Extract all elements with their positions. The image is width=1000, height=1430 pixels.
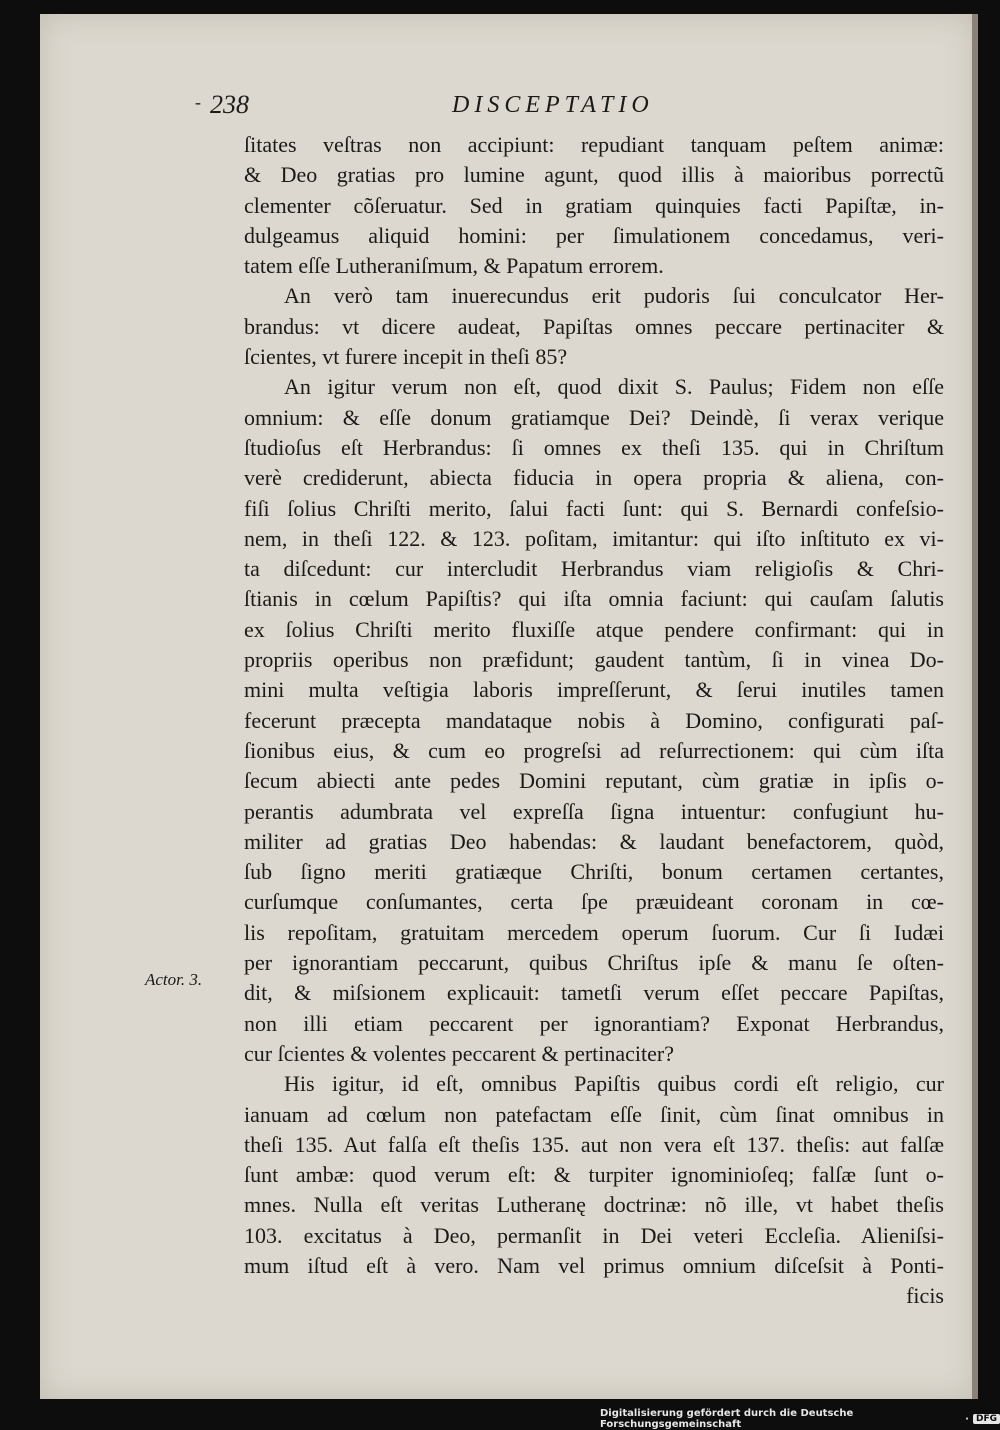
text-line: perantis adumbrata vel expreſſa ſigna intuentur: confugiunt hu-: [244, 798, 944, 824]
text-line: ex ſolius Chriſti merito fluxiſſe atque pendere confirmant: qui in: [244, 616, 944, 642]
text-line: An verò tam inuerecundus erit pudoris ſui conculcator Her-: [284, 283, 944, 309]
text-line: dulgeamus aliquid homini: per ſimulationem concedamus, veri-: [244, 222, 944, 248]
text-line: 103. excitatus à Deo, permanſit in Dei veteri Eccleſia. Alieniſsi-: [244, 1222, 944, 1248]
text-line: fiſi ſolius Chriſti merito, ſalui facti ſunt: qui S. Bernardi confeſsio-: [244, 495, 944, 521]
text-line: lis repoſitam, gratuitam mercedem operum ſuorum. Cur ſi Iudæi: [244, 919, 944, 945]
text-line: & Deo gratias pro lumine agunt, quod illis à maioribus porrectũ: [244, 162, 944, 188]
page-number: 238: [210, 90, 249, 119]
text-line: theſi 135. Aut falſa eſt theſis 135. aut non vera eſt 137. theſis: aut falſæ: [244, 1131, 944, 1157]
text-line: ſitates veſtras non accipiunt: repudiant tanquam peſtem animæ:: [244, 132, 944, 157]
page-edge: [972, 14, 978, 1399]
text-line: curſumque conſumantes, certa ſpe præuideant coronam in cœ-: [244, 889, 944, 915]
margin-note: Actor. 3.: [145, 970, 203, 989]
text-line: ta diſcedunt: cur intercludit Herbrandus viam religioſis & Chri-: [244, 556, 944, 582]
text-line: verè crediderunt, abiecta fiducia in opera propria & aliena, con-: [244, 465, 944, 491]
footer-text: Digitalisierung gefördert durch die Deutsche Forschungsgemeinschaft: [600, 1408, 854, 1430]
text-line: militer ad gratias Deo habendas: & laudant benefactorem, quòd,: [244, 828, 944, 854]
text-line: mum iſtud eſt à vero. Nam vel primus omnium diſceſsit à Ponti-: [244, 1252, 944, 1278]
text-line: mini multa veſtigia laboris impreſſerunt, & ſerui inutiles tamen: [244, 677, 944, 703]
dfg-logo: DFG: [973, 1414, 1000, 1424]
text-line: ſtudioſus eſt Herbrandus: ſi omnes ex theſi 135. qui in Chriſtum: [244, 434, 944, 460]
text-line: ſionibus eius, & cum eo progreſsi ad reſurrectionem: qui cùm iſta: [244, 737, 944, 763]
footer: Digitalisierung gefördert durch die Deutsche Forschungsgemeinschaft · DFG: [600, 1408, 1000, 1430]
text-line: ſub ſigno meriti gratiæque Chriſti, bonum certamen certantes,: [244, 859, 944, 885]
text-line: tatem eſſe Lutheraniſmum, & Papatum errorem.: [244, 253, 664, 279]
catchword: ficis: [906, 1283, 944, 1309]
running-title: DISCEPTATIO: [452, 92, 654, 118]
text-line: nem, in theſi 122. & 123. poſitam, imitantur: qui iſto inſtituto ex vi-: [244, 525, 944, 551]
text-line: clementer cõſeruatur. Sed in gratiam quinquies facti Papiſtæ, in-: [244, 192, 944, 218]
text-line: per ignorantiam peccarunt, quibus Chriſtus ipſe & manu ſe oſten-: [244, 950, 944, 976]
text-line: non illi etiam peccarent per ignorantiam? Exponat Herbrandus,: [244, 1010, 944, 1036]
body-text: [244, 130, 944, 1312]
header-mark: -: [195, 92, 201, 112]
text-line: propriis operibus non præfidunt; gaudent tantùm, ſi in vinea Do-: [244, 647, 944, 673]
text-line: An igitur verum non eſt, quod dixit S. Paulus; Fidem non eſſe: [284, 374, 944, 400]
page-header: [190, 90, 770, 126]
text-line: His igitur, id eſt, omnibus Papiſtis quibus cordi eſt religio, cur: [284, 1071, 944, 1097]
text-line: ſtianis in cœlum Papiſtis? qui iſta omnia faciunt: qui cauſam ſalutis: [244, 586, 944, 612]
text-line: dit, & miſsionem explicauit: tametſi verum eſſet peccare Papiſtas,: [244, 980, 944, 1006]
text-line: fecerunt præcepta mandataque nobis à Domino, configurati paſ-: [244, 707, 944, 733]
text-line: ſecum abiecti ante pedes Domini reputant, cùm gratiæ in ipſis o-: [244, 768, 944, 794]
text-line: ſcientes, vt furere incepit in theſi 85?: [244, 344, 568, 370]
text-line: cur ſcientes & volentes peccarent & pertinaciter?: [244, 1040, 675, 1066]
text-line: mnes. Nulla eſt veritas Lutheranę doctrinæ: nõ ille, vt habet theſis: [244, 1192, 944, 1218]
text-line: omnium: & eſſe donum gratiamque Dei? Deindè, ſi verax verique: [244, 404, 944, 430]
text-line: brandus: vt dicere audeat, Papiſtas omnes peccare pertinaciter &: [244, 313, 944, 339]
text-line: ſunt ambæ: quod verum eſt: & turpiter ignominioſeq; falſæ ſunt o-: [244, 1162, 944, 1188]
text-line: ianuam ad cœlum non patefactam eſſe ſinit, cùm ſinat omnibus in: [244, 1101, 944, 1127]
